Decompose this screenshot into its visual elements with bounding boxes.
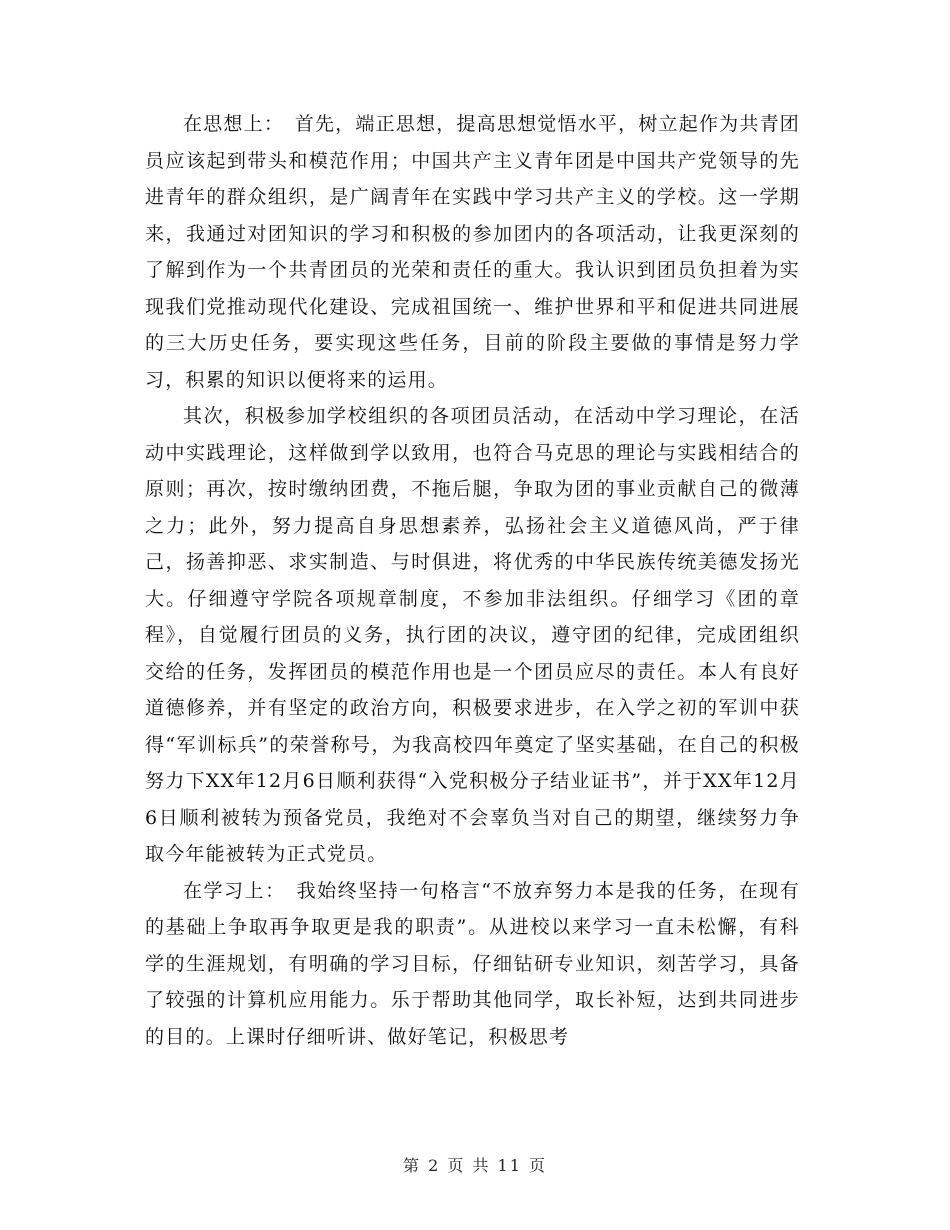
document-body	[145, 106, 800, 1055]
paragraph-ideology: 在思想上： 首先，端正思想，提高思想觉悟水平，树立起作为共青团员应该起到带头和模范作用；中国共产主义青年团是中国共产党领导的先进青年的群众组织，是广阔青年在实践中学习共产主义的学校。这一学期来，我通过对团知识的学习和积极的参加团内的各项活动，让我更深刻的了解到作为一个共青团员的光荣和责任的重大。我认识到团员负担着为实现我们党推动现代化建设、完成祖国统一、维护世界和平和促进共同进展的三大历史任务，要实现这些任务，目前的阶段主要做的事情是努力学习，积累的知识以便将来的运用。	[145, 113, 800, 391]
paragraph-activities: 其次，积极参加学校组织的各项团员活动，在活动中学习理论，在活动中实践理论，这样做到学以致用，也符合马克思的理论与实践相结合的原则；再次，按时缴纳团费，不拖后腿，争取为团的事业贡献自己的微薄之力；此外，努力提高自身思想素养，弘扬社会主义道德风尚，严于律己，扬善抑恶、求实制造、与时俱进，将优秀的中华民族传统美德发扬光大。仔细遵守学院各项规章制度，不参加非法组织。仔细学习《团的章程》，自觉履行团员的义务，执行团的决议，遵守团的纪律，完成团组织交给的任务，发挥团员的模范作用也是一个团员应尽的责任。本人有良好道德修养，并有坚定的政治方向，积极要求进步，在入学之初的军训中获得“军训标兵”的荣誉称号，为我高校四年奠定了坚实基础，在自己的积极努力下XX年12月6日顺利获得“入党积极分子结业证书”，并于XX年12月6日顺利被转为预备党员，我绝对不会辜负当对自己的期望，继续努力争取今年能被转为正式党员。	[145, 405, 800, 865]
paragraph-study: 在学习上： 我始终坚持一句格言“不放弃努力本是我的任务，在现有的基础上争取再争取更是我的职责”。从进校以来学习一直未松懈，有科学的生涯规划，有明确的学习目标，仔细钻研专业知识，刻苦学习，具备了较强的计算机应用能力。乐于帮助其他同学，取长补短，达到共同进步的目的。上课时仔细听讲、做好笔记，积极思考	[145, 879, 800, 1048]
page-number-footer: 第 2 页 共 11 页	[403, 1156, 547, 1175]
